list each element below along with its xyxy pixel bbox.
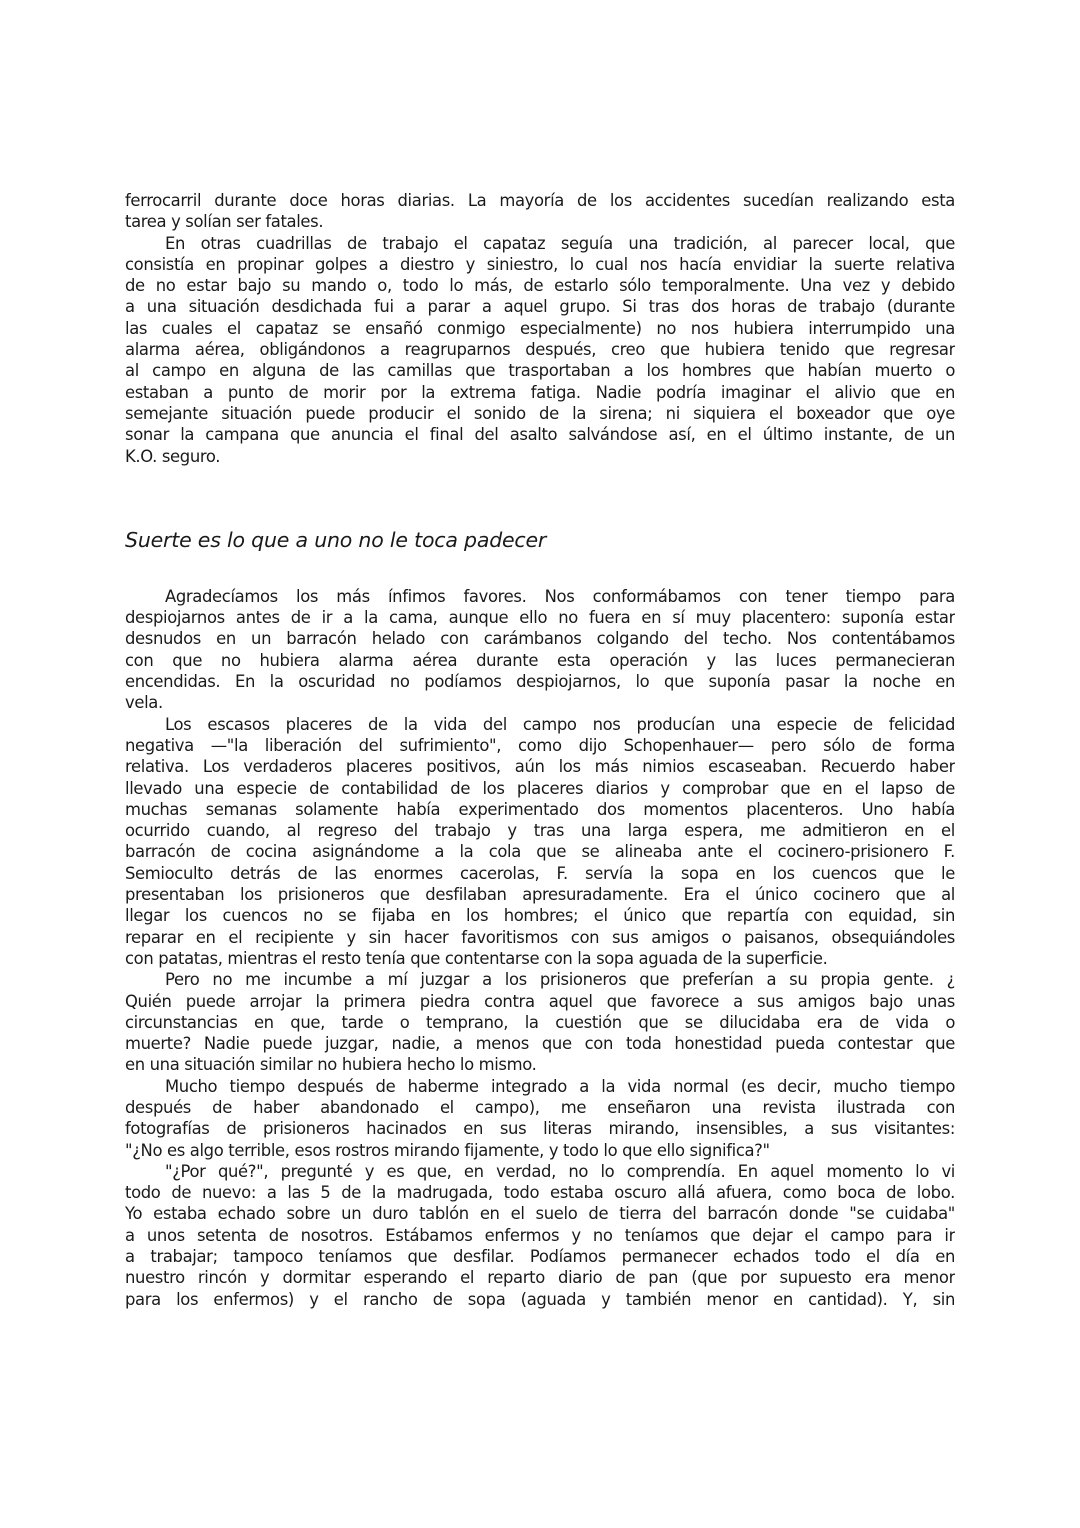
text-line: circunstancias en que, tarde o temprano, la cuestión que se dilucidaba era de vida o <box>125 1012 955 1032</box>
paragraph <box>125 1161 955 1310</box>
text-line: ferrocarril durante doce horas diarias. La mayoría de los accidentes sucedían realizando esta <box>125 191 955 210</box>
text-line: despiojarnos antes de ir a la cama, aunque ello no fuera en sí muy placentero: suponía estar <box>125 608 955 628</box>
text-line: para los enfermos) y el rancho de sopa (aguada y también menor en cantidad). Y, sin <box>125 1289 955 1309</box>
document-page <box>125 190 955 1310</box>
text-line: en una situación similar no hubiera hecho lo mismo. <box>125 1055 537 1075</box>
text-line: nuestro rincón y dormitar esperando el reparto diario de pan (que por supuesto era menor <box>125 1268 955 1288</box>
text-line: llevado una especie de contabilidad de los placeres diarios y comprobar que en el lapso de <box>125 778 955 798</box>
text-line: "¿No es algo terrible, esos rostros mirando fijamente, y todo lo que ello significa?" <box>125 1140 770 1160</box>
document-section <box>125 527 955 1310</box>
text-line: desnudos en un barracón helado con carámbanos colgando del techo. Nos contentábamos <box>125 629 955 649</box>
text-line: sonar la campana que anuncia el final del asalto salvándose así, en el último instante, de un <box>125 425 955 445</box>
text-line: a unos setenta de nosotros. Estábamos enfermos y no teníamos que dejar el campo para ir <box>125 1225 955 1245</box>
text-line: negativa —"la liberación del sufrimiento", como dijo Schopenhauer— pero sólo de forma <box>125 735 955 755</box>
text-line: vela. <box>125 693 163 713</box>
section-heading: Suerte es lo que a uno no le toca padecer <box>125 527 547 552</box>
text-line: ocurrido cuando, al regreso del trabajo y tras una larga espera, me admitieron en el <box>125 821 955 841</box>
text-line: Yo estaba echado sobre un duro tablón en el suelo de tierra del barracón donde "se cuidaba" <box>125 1204 955 1224</box>
paragraph <box>125 714 955 970</box>
paragraph <box>125 190 955 233</box>
text-line: Pero no me incumbe a mí juzgar a los prisioneros que preferían a su propia gente. ¿ <box>165 970 955 990</box>
text-line: Agradecíamos los más ínfimos favores. Nos conformábamos con tener tiempo para <box>165 586 955 606</box>
text-line: al campo en alguna de las camillas que trasportaban a los hombres que habían muerto o <box>125 361 955 381</box>
text-line: relativa. Los verdaderos placeres positivos, aún los más nimios escaseaban. Recuerdo haber <box>125 757 955 777</box>
text-line: a una situación desdichada fui a parar a aquel grupo. Si tras dos horas de trabajo (durante <box>125 297 955 317</box>
paragraph <box>125 969 955 1075</box>
text-line: "¿Por qué?", pregunté y es que, en verdad, no lo comprendía. En aquel momento lo vi <box>165 1161 955 1181</box>
text-line: después de haber abandonado el campo), me enseñaron una revista ilustrada con <box>125 1097 955 1117</box>
text-line: alarma aérea, obligándonos a reagruparnos después, creo que hubiera tenido que regresar <box>125 340 955 360</box>
paragraph <box>125 1076 955 1161</box>
text-line: Mucho tiempo después de haberme integrado a la vida normal (es decir, mucho tiempo <box>165 1076 955 1096</box>
paragraph <box>125 233 955 467</box>
text-line: con patatas, mientras el resto tenía que contentarse con la sopa aguada de la superficie. <box>125 948 828 968</box>
text-line: Quién puede arrojar la primera piedra contra aquel que favorece a sus amigos bajo unas <box>125 991 955 1011</box>
text-line: muchas semanas solamente había experimentado dos momentos placenteros. Uno había <box>125 799 955 819</box>
text-line: Semioculto detrás de las enormes cacerolas, F. servía la sopa en los cuencos que le <box>125 863 955 883</box>
text-line: presentaban los prisioneros que desfilaban apresuradamente. Era el único cocinero que al <box>125 885 955 905</box>
text-line: muerte? Nadie puede juzgar, nadie, a menos que con toda honestidad pueda contestar que <box>125 1034 955 1054</box>
text-line: semejante situación puede producir el sonido de la sirena; ni siquiera el boxeador que oye <box>125 403 955 423</box>
paragraph <box>125 586 955 714</box>
text-line: a trabajar; tampoco teníamos que desfilar. Podíamos permanecer echados todo el día en <box>125 1247 955 1267</box>
text-line: reparar en el recipiente y sin hacer favoritismos con sus amigos o paisanos, obsequiándoles <box>125 927 955 947</box>
text-line: encendidas. En la oscuridad no podíamos despiojarnos, lo que suponía pasar la noche en <box>125 672 955 692</box>
text-line: todo de nuevo: a las 5 de la madrugada, todo estaba oscuro allá afuera, como boca de lobo. <box>125 1183 955 1203</box>
text-line: tarea y solían ser fatales. <box>125 212 324 232</box>
text-line: fotografías de prisioneros hacinados en sus literas mirando, insensibles, a sus visitantes: <box>125 1119 955 1139</box>
text-line: Los escasos placeres de la vida del campo nos producían una especie de felicidad <box>165 714 955 734</box>
text-line: K.O. seguro. <box>125 446 221 466</box>
text-line: consistía en propinar golpes a diestro y siniestro, lo cual nos hacía envidiar la suerte relativa <box>125 254 955 274</box>
text-line: las cuales el capataz se ensañó conmigo especialmente) no nos hubiera interrumpido una <box>125 318 955 338</box>
text-line: de no estar bajo su mando o, todo lo más, de estarlo sólo temporalmente. Una vez y debido <box>125 276 955 296</box>
document-section <box>125 190 955 467</box>
text-line: llegar los cuencos no se fijaba en los hombres; el único que repartía con equidad, sin <box>125 906 955 926</box>
text-line: En otras cuadrillas de trabajo el capataz seguía una tradición, al parecer local, que <box>165 233 955 253</box>
text-line: con que no hubiera alarma aérea durante esta operación y las luces permanecieran <box>125 650 955 670</box>
text-line: estaban a punto de morir por la extrema fatiga. Nadie podría imaginar el alivio que en <box>125 382 955 402</box>
text-line: barracón de cocina asignándome a la cola que se alineaba ante el cocinero-prisionero F. <box>125 842 955 862</box>
